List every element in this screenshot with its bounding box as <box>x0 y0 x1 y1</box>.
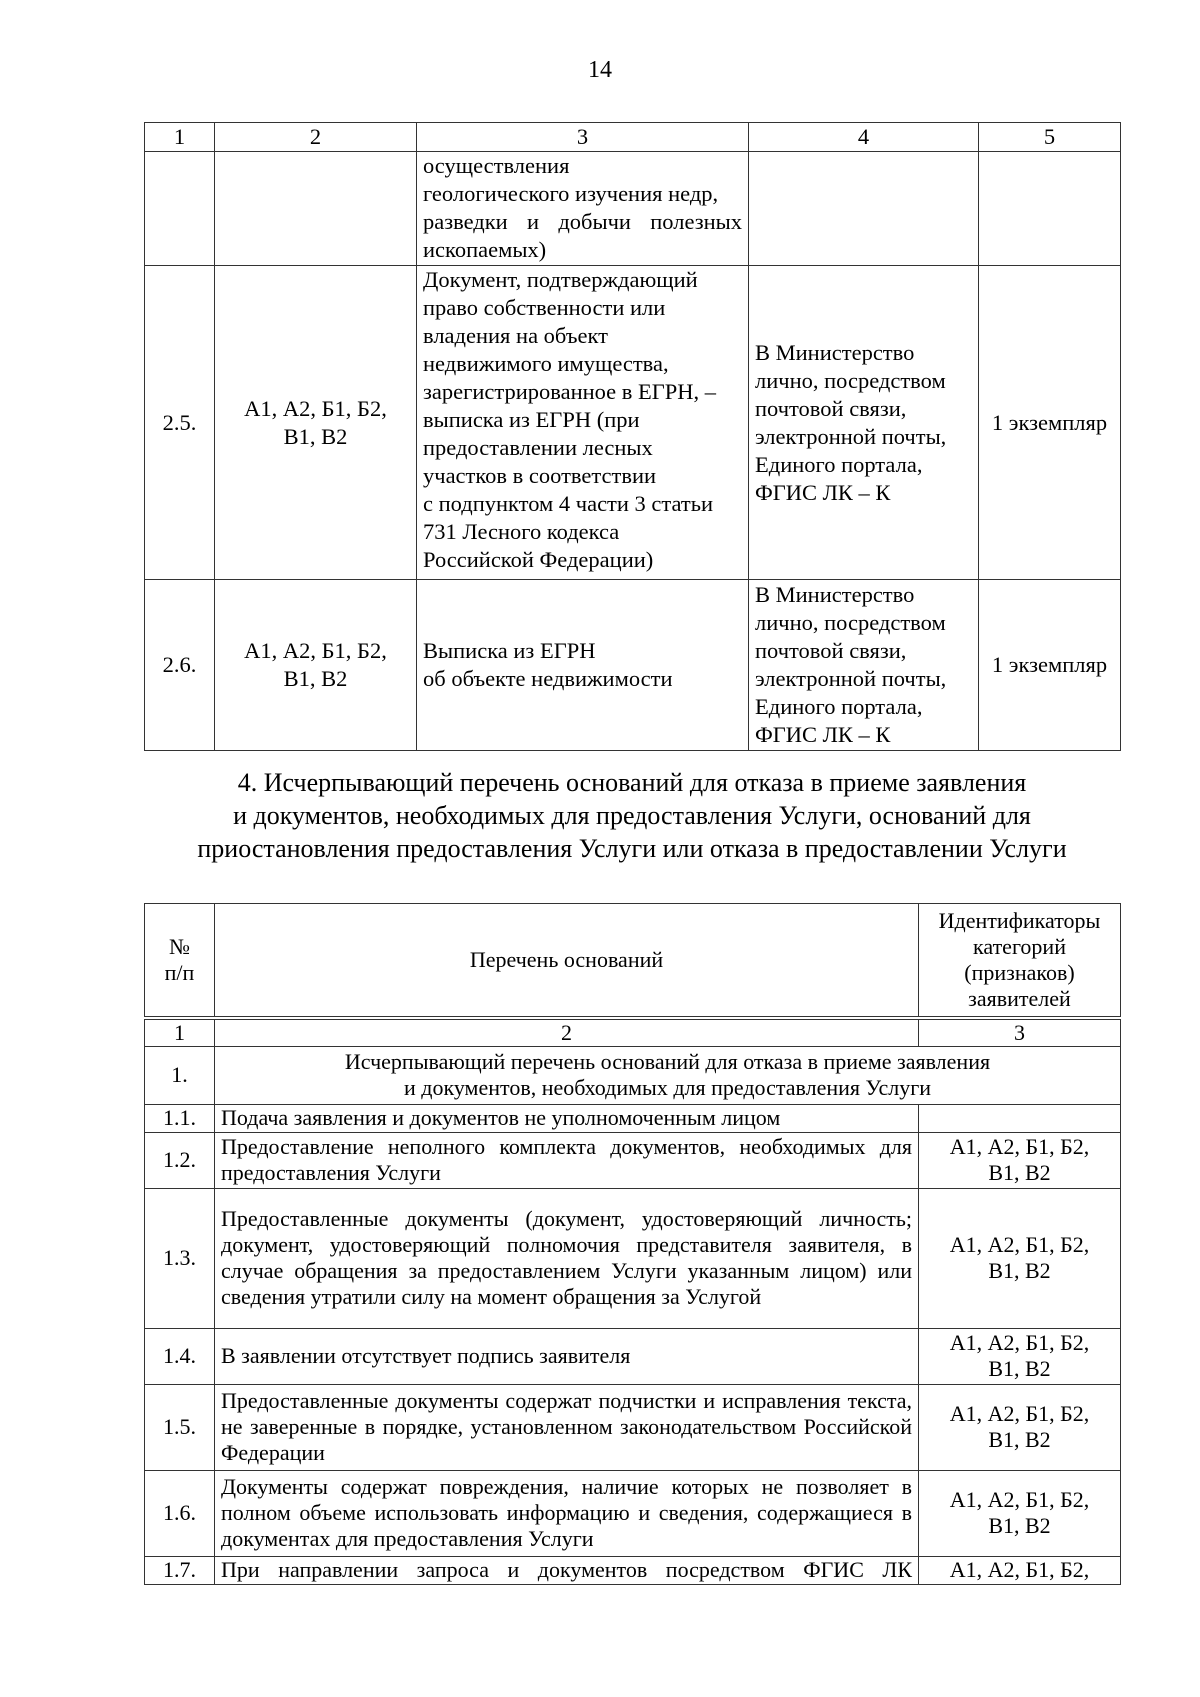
text-line: лично, посредством <box>755 367 946 393</box>
reason-text: Документы содержат повреждения, наличие которых не позволяет в полном объеме использовать информацию и сведения, содержащиеся в документах для предоставления Услуги <box>215 1470 919 1556</box>
submission-method <box>749 266 979 580</box>
copies-count: 1 экземпляр <box>979 580 1121 751</box>
text-line: Единого портала, <box>755 451 923 477</box>
text-line: категорий <box>973 933 1066 959</box>
applicant-ids <box>919 1384 1121 1470</box>
header-number <box>145 904 215 1018</box>
text-line: В1, В2 <box>283 666 348 691</box>
row-number: 1.5. <box>145 1384 215 1470</box>
copies-count: 1 экземпляр <box>979 266 1121 580</box>
text-line: Исчерпывающий перечень оснований для отказа в приеме заявления <box>344 1049 991 1074</box>
text-line: п/п <box>164 959 195 985</box>
row-number <box>145 152 215 266</box>
column-number: 3 <box>417 123 749 152</box>
copies-count <box>979 152 1121 266</box>
text-line: предоставлении лесных <box>423 435 653 460</box>
applicant-ids <box>919 1132 1121 1188</box>
text-line: геологического изучения недр, <box>423 181 719 206</box>
text-line: участков в соответствии <box>423 463 657 488</box>
text-line: выписка из ЕГРН (при <box>423 407 640 432</box>
reason-text: Предоставление неполного комплекта документов, необходимых для предоставления Услуги <box>215 1132 919 1188</box>
applicant-ids <box>919 1328 1121 1384</box>
table-row <box>145 1328 1121 1384</box>
text-line: В Министерство <box>755 339 915 365</box>
text-line: В1, В2 <box>988 1160 1051 1185</box>
text-line: А1, А2, Б1, Б2, <box>949 1330 1090 1355</box>
row-number: 2.6. <box>145 580 215 751</box>
reason-text: При направлении запроса и документов посредством ФГИС ЛК <box>215 1556 919 1584</box>
text-line: почтовой связи, <box>755 395 907 421</box>
text-line: А1, А2, Б1, Б2, <box>949 1134 1090 1159</box>
row-number: 1.6. <box>145 1470 215 1556</box>
applicant-ids <box>919 1470 1121 1556</box>
applicant-ids <box>215 580 417 751</box>
column-number: 1 <box>145 123 215 152</box>
submission-method <box>749 152 979 266</box>
row-number: 1.4. <box>145 1328 215 1384</box>
reason-text: Предоставленные документы (документ, удостоверяющий личность; документ, удостоверяющий полномочия представителя заявителя, в случае обращения за предоставлением Услуги указанным лицом) или сведения утратили силу на момент обращения за Услугой <box>215 1188 919 1328</box>
text-line: А1, А2, Б1, Б2, <box>949 1557 1090 1582</box>
text-line: почтовой связи, <box>755 638 907 663</box>
text-line: Выписка из ЕГРН <box>423 638 596 663</box>
row-number: 1.1. <box>145 1104 215 1132</box>
text-line: А1, А2, Б1, Б2, <box>244 395 387 421</box>
table-row <box>145 580 1121 751</box>
text-line: В1, В2 <box>988 1427 1051 1452</box>
group-row <box>145 1046 1121 1104</box>
applicant-ids <box>919 1556 1121 1584</box>
row-number: 1.3. <box>145 1188 215 1328</box>
row-number: 1.2. <box>145 1132 215 1188</box>
text-line: право собственности или <box>423 295 666 320</box>
text-line: и документов, необходимых для предоставления Услуги <box>404 1075 931 1100</box>
title-line: и документов, необходимых для предоставления Услуги, оснований для <box>233 801 1031 830</box>
text-line: владения на объект <box>423 323 608 348</box>
document-description <box>417 152 749 266</box>
text-line: ископаемых) <box>423 237 547 262</box>
text-line: Идентификаторы <box>938 907 1101 933</box>
documents-table <box>144 122 1121 751</box>
reason-text: Предоставленные документы содержат подчистки и исправления текста, не заверенные в порядке, установленном законодательством Российской Федерации <box>215 1384 919 1470</box>
text-line: об объекте недвижимости <box>423 666 673 691</box>
column-numbers-row <box>145 123 1121 152</box>
reason-text: Подача заявления и документов не уполномоченным лицом <box>215 1104 919 1132</box>
text-line: В1, В2 <box>988 1513 1051 1538</box>
table-row <box>145 1132 1121 1188</box>
column-numbers-row <box>145 1018 1121 1047</box>
applicant-ids <box>215 152 417 266</box>
column-number: 5 <box>979 123 1121 152</box>
text-line: (признаков) <box>964 959 1075 985</box>
text-line: ФГИС ЛК – К <box>755 722 891 747</box>
text-line: ФГИС ЛК – К <box>755 479 891 505</box>
text-line: осуществления <box>423 153 570 178</box>
row-number: 1.7. <box>145 1556 215 1584</box>
table-row <box>145 152 1121 266</box>
header-row <box>145 904 1121 1018</box>
group-title <box>215 1046 1121 1104</box>
text-line: В1, В2 <box>283 423 348 449</box>
table-row <box>145 1470 1121 1556</box>
column-number: 1 <box>145 1018 215 1047</box>
text-line: разведки и добычи полезных <box>423 209 742 234</box>
text-line: А1, А2, Б1, Б2, <box>949 1232 1090 1257</box>
header-reasons: Перечень оснований <box>215 904 919 1018</box>
text-line: Документ, подтверждающий <box>423 267 698 292</box>
refusal-grounds-table <box>144 903 1121 1585</box>
reason-text: В заявлении отсутствует подпись заявителя <box>215 1328 919 1384</box>
text-line: Российской Федерации) <box>423 547 654 572</box>
text-line: недвижимого имущества, <box>423 351 669 376</box>
group-number: 1. <box>145 1046 215 1104</box>
text-line: лично, посредством <box>755 610 946 635</box>
text-line: зарегистрированное в ЕГРН, – <box>423 379 717 404</box>
title-line: приостановления предоставления Услуги или отказа в предоставлении Услуги <box>197 834 1067 863</box>
column-number: 2 <box>215 123 417 152</box>
header-applicant-ids <box>919 904 1121 1018</box>
title-line: 4. Исчерпывающий перечень оснований для отказа в приеме заявления <box>237 768 1027 797</box>
table-row <box>145 1104 1121 1132</box>
table-row <box>145 1556 1121 1584</box>
text-line: В1, В2 <box>988 1258 1051 1283</box>
table-row <box>145 1384 1121 1470</box>
column-number: 3 <box>919 1018 1121 1047</box>
text-line: В1, В2 <box>988 1356 1051 1381</box>
text-line: электронной почты, <box>755 666 947 691</box>
text-line: 731 Лесного кодекса <box>423 519 620 544</box>
table-row <box>145 1188 1121 1328</box>
document-description <box>417 580 749 751</box>
text-line: заявителей <box>968 985 1071 1011</box>
column-number: 4 <box>749 123 979 152</box>
section-title <box>144 766 1120 865</box>
row-number: 2.5. <box>145 266 215 580</box>
table-row <box>145 266 1121 580</box>
page-number: 14 <box>588 57 612 83</box>
text-line: с подпунктом 4 части 3 статьи <box>423 491 714 516</box>
submission-method <box>749 580 979 751</box>
text-line: электронной почты, <box>755 423 947 449</box>
document-description <box>417 266 749 580</box>
applicant-ids <box>919 1188 1121 1328</box>
text-line: Единого портала, <box>755 694 923 719</box>
text-line: А1, А2, Б1, Б2, <box>949 1401 1090 1426</box>
text-line: В Министерство <box>755 582 915 607</box>
text-line: А1, А2, Б1, Б2, <box>949 1487 1090 1512</box>
column-number: 2 <box>215 1018 919 1047</box>
applicant-ids <box>215 266 417 580</box>
text-line: № <box>169 933 190 959</box>
applicant-ids <box>919 1104 1121 1132</box>
text-line: А1, А2, Б1, Б2, <box>244 638 387 663</box>
